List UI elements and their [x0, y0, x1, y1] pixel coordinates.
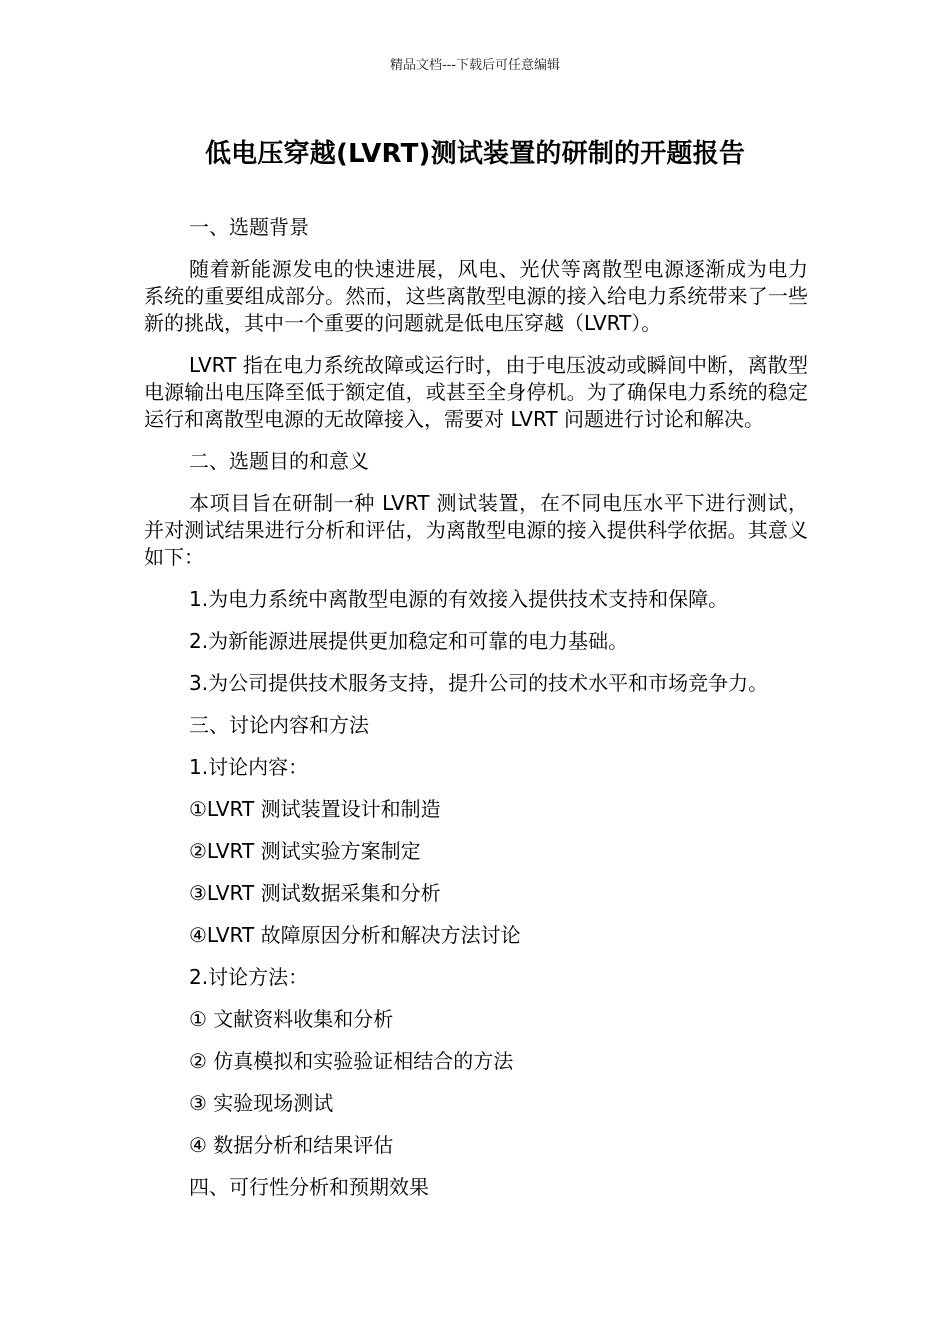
paragraph-background-2: LVRT 指在电力系统故障或运行时，由于电压波动或瞬间中断，离散型电源输出电压降至低于额定值，或甚至全身停机。为了确保电力系统的稳定运行和离散型电源的无故障接入，需要对 LVRT 问题进行讨论和解决。: [144, 353, 808, 431]
section-heading-methods: 三、讨论内容和方法: [189, 713, 369, 737]
list-item: ③ 实验现场测试: [189, 1091, 334, 1115]
list-item: ②LVRT 测试实验方案制定: [189, 839, 421, 863]
list-item: ④ 数据分析和结果评估: [189, 1133, 394, 1157]
paragraph-purpose: 本项目旨在研制一种 LVRT 测试装置，在不同电压水平下进行测试，并对测试结果进行分析和评估，为离散型电源的接入提供科学依据。其意义如下：: [144, 491, 808, 569]
list-item: ①LVRT 测试装置设计和制造: [189, 797, 441, 821]
list-item: ③LVRT 测试数据采集和分析: [189, 881, 441, 905]
document-title: 低电压穿越(LVRT)测试装置的研制的开题报告: [204, 139, 746, 169]
section-heading-purpose: 二、选题目的和意义: [189, 449, 369, 473]
list-item: 3.为公司提供技术服务支持，提升公司的技术水平和市场竞争力。: [189, 671, 769, 695]
list-item: 2.为新能源进展提供更加稳定和可靠的电力基础。: [189, 629, 629, 653]
list-item: ② 仿真模拟和实验验证相结合的方法: [189, 1049, 514, 1073]
subsection-label-method: 2.讨论方法：: [189, 965, 309, 989]
paragraph-background-1: 随着新能源发电的快速进展，风电、光伏等离散型电源逐渐成为电力系统的重要组成部分。然而，这些离散型电源的接入给电力系统带来了一些新的挑战，其中一个重要的问题就是低电压穿越（LVRT）。: [144, 257, 808, 335]
list-item: ① 文献资料收集和分析: [189, 1007, 394, 1031]
page-header: 精品文档---下载后可任意编辑: [389, 58, 561, 73]
document-body: [144, 214, 808, 1216]
section-heading-feasibility: 四、可行性分析和预期效果: [189, 1175, 429, 1199]
list-item: 1.为电力系统中离散型电源的有效接入提供技术支持和保障。: [189, 587, 729, 611]
subsection-label-content: 1.讨论内容：: [189, 755, 309, 779]
section-heading-background: 一、选题背景: [189, 215, 309, 239]
list-item: ④LVRT 故障原因分析和解决方法讨论: [189, 923, 521, 947]
